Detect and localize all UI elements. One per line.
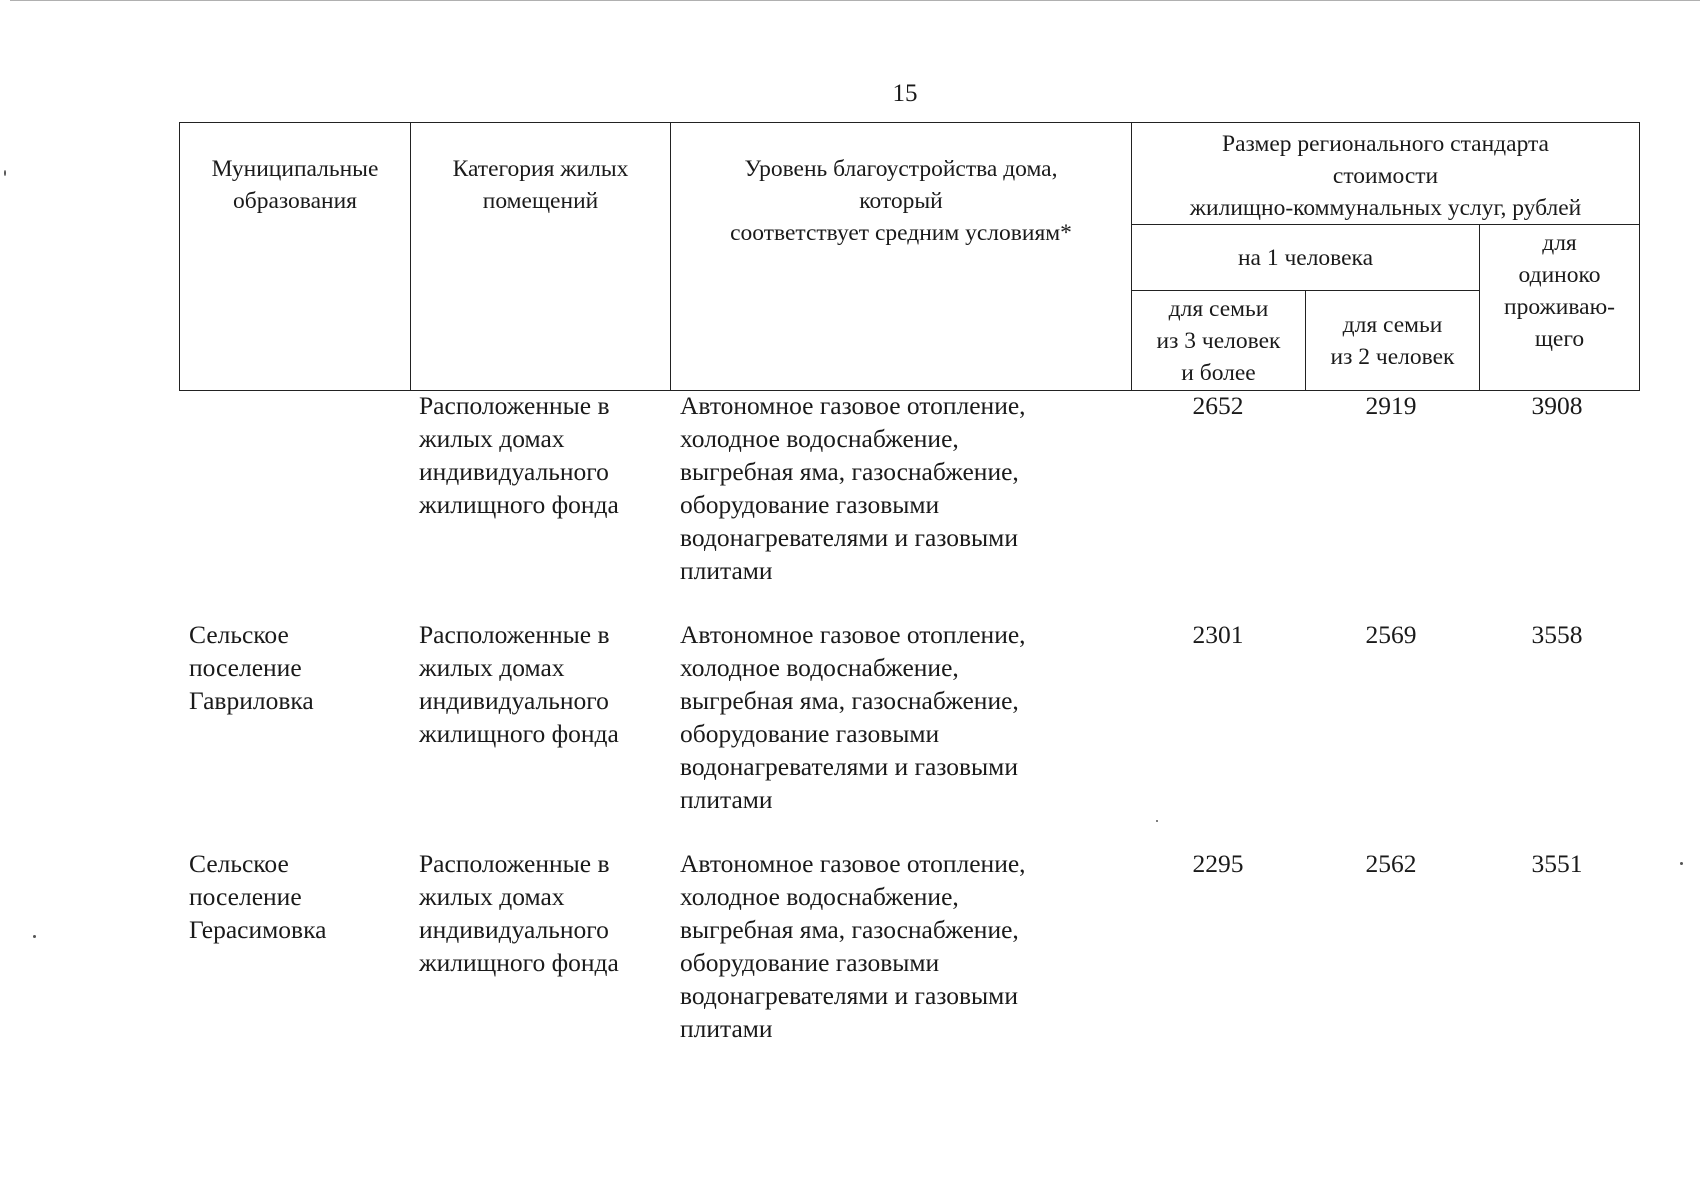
header-standard-size: Размер регионального стандарта стоимости жилищно-коммунальных услуг, рублей <box>1132 123 1640 225</box>
page-number: 15 <box>892 80 918 107</box>
scan-speck <box>1156 820 1158 822</box>
scan-top-edge <box>10 0 1700 1</box>
category-cell: Расположенные в жилых домах индивидуального жилищного фонда <box>419 391 619 519</box>
category-cell: Расположенные в жилых домах индивидуального жилищного фонда <box>419 620 619 748</box>
value-single: 3551 <box>1531 849 1583 878</box>
scan-speck <box>4 170 6 176</box>
header-family-2: для семьи из 2 человек <box>1306 291 1480 391</box>
scan-speck <box>1680 862 1683 865</box>
value-family-3-plus: 2652 <box>1192 391 1244 420</box>
municipality-cell: Сельское поселение Герасимовка <box>189 849 327 944</box>
value-family-2: 2562 <box>1365 849 1417 878</box>
category-cell: Расположенные в жилых домах индивидуального жилищного фонда <box>419 849 619 977</box>
municipality-cell: Сельское поселение Гавриловка <box>189 620 314 715</box>
table-row <box>0 389 1706 589</box>
amenity-cell: Автономное газовое отопление, холодное водоснабжение, выгребная яма, газоснабжение, оборудование газовыми водонагревателями и газовыми плитами <box>680 849 1026 1043</box>
value-family-3-plus: 2295 <box>1192 849 1244 878</box>
header-municipality: Муниципальные образования <box>180 123 411 391</box>
table-header <box>179 122 1640 391</box>
value-family-2: 2569 <box>1365 620 1417 649</box>
value-family-2: 2919 <box>1365 391 1417 420</box>
table-row <box>0 847 1706 1047</box>
value-family-3-plus: 2301 <box>1192 620 1244 649</box>
header-category: Категория жилых помещений <box>411 123 671 391</box>
header-family-3-plus: для семьи из 3 человек и более <box>1132 291 1306 391</box>
value-single: 3558 <box>1531 620 1583 649</box>
header-single-resident: для одиноко проживаю- щего <box>1480 225 1640 391</box>
value-single: 3908 <box>1531 391 1583 420</box>
amenity-cell: Автономное газовое отопление, холодное водоснабжение, выгребная яма, газоснабжение, оборудование газовыми водонагревателями и газовыми плитами <box>680 620 1026 814</box>
scan-speck <box>33 935 36 938</box>
header-amenity-level: Уровень благоустройства дома, который соответствует средним условиям* <box>671 123 1132 391</box>
header-per-person: на 1 человека <box>1132 225 1480 291</box>
amenity-cell: Автономное газовое отопление, холодное водоснабжение, выгребная яма, газоснабжение, оборудование газовыми водонагревателями и газовыми плитами <box>680 391 1026 585</box>
table-row <box>0 618 1706 818</box>
